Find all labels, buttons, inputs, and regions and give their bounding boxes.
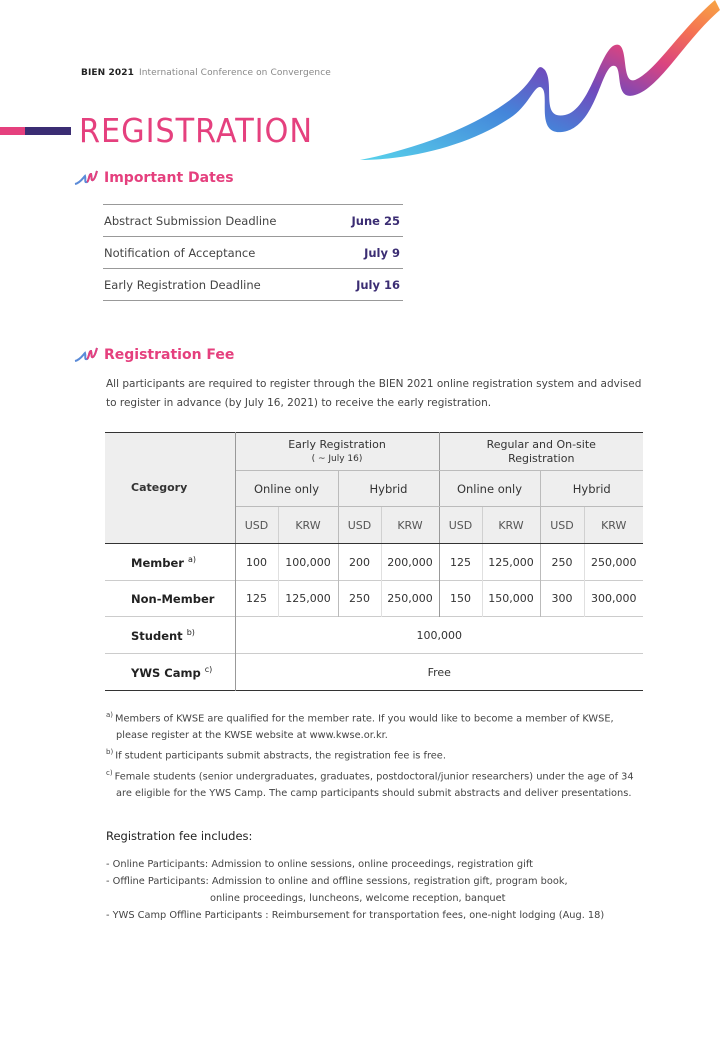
- includes-item: - Offline Participants: Admission to online and offline sessions, registration gift, program book,: [106, 876, 568, 887]
- ribbon-icon: [74, 170, 98, 186]
- footnote-mark: a): [187, 554, 196, 564]
- footnote-mark: b): [106, 748, 114, 757]
- row-category: [105, 617, 235, 654]
- date-label: Notification of Acceptance: [104, 245, 256, 260]
- fee-cell: Free: [427, 665, 451, 679]
- online-only-header: Online only: [235, 471, 338, 507]
- table-row: [105, 617, 643, 654]
- ribbon-graphic: [350, 0, 720, 170]
- footnote-text: If student participants submit abstracts, the registration fee is free.: [115, 750, 446, 762]
- early-registration-header: [235, 433, 439, 471]
- footnotes: [106, 707, 646, 802]
- fee-cell: 125: [439, 544, 482, 581]
- fee-cell: 125,000: [278, 581, 338, 617]
- fee-table: [105, 432, 643, 691]
- includes-list: [106, 856, 666, 924]
- date-label: Early Registration Deadline: [104, 277, 261, 292]
- includes-item-continued: online proceedings, luncheons, welcome reception, banquet: [210, 893, 506, 904]
- important-dates-title: Important Dates: [104, 170, 234, 186]
- registration-intro: All participants are required to register through the BIEN 2021 online registration system and advised to register in advance (by July 16, 2021) to receive the early registration.: [106, 378, 642, 409]
- currency-usd-header: USD: [338, 507, 381, 544]
- running-header: [81, 68, 331, 78]
- fee-cell: 300: [540, 581, 584, 617]
- registration-fee-title: Registration Fee: [104, 347, 235, 363]
- title-bar-purple: [25, 127, 71, 135]
- category-header: Category: [105, 433, 235, 544]
- fee-cell: 300,000: [591, 592, 637, 605]
- table-row: [105, 581, 643, 617]
- row-category: [105, 581, 235, 617]
- fee-cell: 200,000: [381, 544, 439, 581]
- fee-cell: 125: [235, 581, 278, 617]
- includes-title: Registration fee includes:: [106, 829, 253, 843]
- row-category: [105, 654, 235, 691]
- fee-cell: 100: [235, 544, 278, 581]
- date-row: [103, 237, 403, 269]
- footnote: [106, 707, 646, 744]
- fee-cell: 100,000: [416, 628, 462, 642]
- footnote-mark: c): [204, 664, 213, 674]
- currency-usd-header: USD: [235, 507, 278, 544]
- date-row: [103, 269, 403, 301]
- hybrid-header: Hybrid: [338, 471, 439, 507]
- currency-krw-header: KRW: [584, 507, 643, 544]
- important-dates-heading: [74, 170, 234, 186]
- important-dates-list: [103, 204, 403, 301]
- ribbon-icon: [74, 347, 98, 363]
- currency-usd-header: USD: [540, 507, 584, 544]
- row-category-name: Non-Member: [131, 591, 215, 606]
- includes-item: - YWS Camp Offline Participants : Reimbursement for transportation fees, one-night lodging (Aug. 18): [106, 910, 605, 921]
- row-category: [105, 544, 235, 581]
- currency-usd-header: USD: [439, 507, 482, 544]
- date-value: July 16: [356, 277, 400, 292]
- date-value: July 9: [364, 245, 400, 260]
- footnote: [106, 744, 646, 764]
- early-line1: Early Registration: [288, 437, 386, 451]
- currency-krw-header: KRW: [278, 507, 338, 544]
- table-row: [105, 654, 643, 691]
- footnote-text: Members of KWSE are qualified for the member rate. If you would like to become a member of KWSE, please register at the KWSE website at www.kwse.or.kr.: [115, 713, 614, 742]
- early-line2: ( ~ July 16): [311, 453, 363, 464]
- footnote-mark: a): [106, 711, 114, 719]
- row-category-name: Member: [131, 555, 184, 570]
- online-only-header: Online only: [439, 471, 540, 507]
- regular-line2: Registration: [508, 451, 575, 465]
- footnote-mark: c): [106, 768, 113, 777]
- footnote: [106, 765, 646, 802]
- date-value: June 25: [351, 213, 400, 228]
- regular-line1: Regular and On-site: [486, 437, 596, 451]
- fee-cell: 200: [338, 544, 381, 581]
- currency-krw-header: KRW: [381, 507, 439, 544]
- row-category-name: Student: [131, 628, 183, 643]
- includes-item: - Online Participants: Admission to online sessions, online proceedings, registration gift: [106, 859, 533, 870]
- date-label: Abstract Submission Deadline: [104, 213, 277, 228]
- row-category-name: YWS Camp: [131, 665, 201, 680]
- hybrid-header: Hybrid: [540, 471, 643, 507]
- table-row: [105, 544, 643, 581]
- fee-cell: 150: [439, 581, 482, 617]
- fee-cell: 125,000: [482, 544, 540, 581]
- fee-cell: 250: [540, 544, 584, 581]
- page-title: REGISTRATION: [79, 111, 313, 150]
- fee-cell: 250: [338, 581, 381, 617]
- footnote-mark: b): [186, 627, 195, 637]
- header-brand: BIEN 2021: [81, 68, 134, 78]
- fee-cell: 250,000: [381, 581, 439, 617]
- date-row: [103, 205, 403, 237]
- currency-krw-header: KRW: [482, 507, 540, 544]
- header-subtitle: International Conference on Convergence: [138, 68, 331, 78]
- registration-fee-heading: [74, 347, 234, 363]
- fee-cell: 250,000: [591, 555, 637, 569]
- fee-cell: 100,000: [278, 544, 338, 581]
- title-bar-pink: [0, 127, 25, 135]
- footnote-text: Female students (senior undergraduates, graduates, postdoctoral/junior researchers) under the age of 34 are eligible for the YWS Camp. The camp participants should submit abstracts and deliver presentations.: [114, 770, 634, 799]
- fee-cell: 150,000: [482, 581, 540, 617]
- regular-registration-header: [439, 433, 643, 471]
